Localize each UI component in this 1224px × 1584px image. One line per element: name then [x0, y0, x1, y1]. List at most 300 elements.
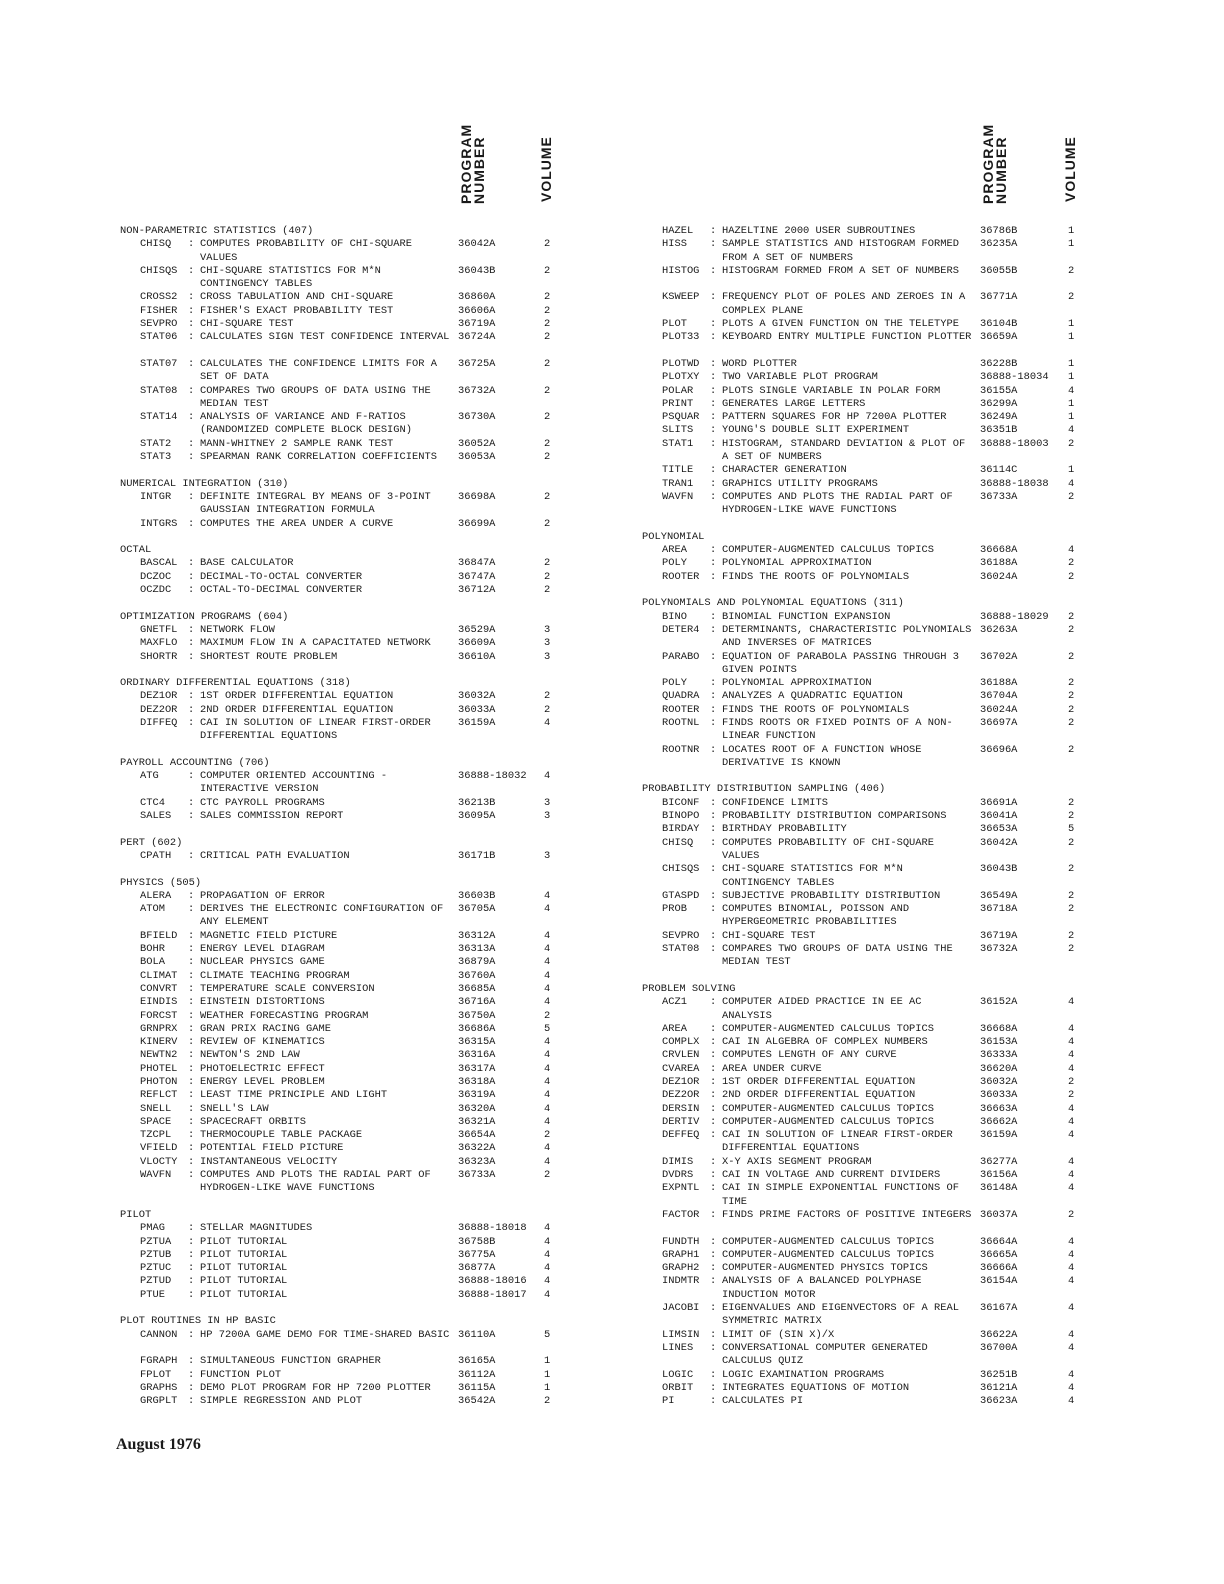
volume-number: 2 — [1068, 610, 1075, 623]
program-code: FORCST — [140, 1009, 178, 1022]
catalog-entry — [120, 930, 560, 943]
separator-colon: : — [188, 1076, 195, 1088]
catalog-entry — [120, 1222, 560, 1235]
program-description: INSTANTANEOUS VELOCITY — [200, 1155, 338, 1168]
catalog-section — [120, 611, 560, 664]
program-description: EINSTEIN DISTORTIONS — [200, 996, 325, 1009]
program-description: DEFINITE INTEGRAL BY MEANS OF 3-POINT GAUSSIAN INTEGRATION FORMULA — [200, 490, 431, 517]
volume-number: 4 — [1068, 1129, 1075, 1142]
program-number: 36888-18029 — [980, 610, 1049, 623]
program-description: COMPARES TWO GROUPS OF DATA USING THE MEDIAN TEST — [200, 384, 431, 410]
catalog-entry — [642, 624, 1082, 651]
volume-number: 2 — [1068, 943, 1075, 956]
program-number: 36860A — [458, 291, 496, 304]
program-code: SPACE — [140, 1115, 172, 1128]
volume-number: 2 — [544, 451, 551, 464]
program-number: 36043B — [458, 264, 496, 277]
program-code: PLOT33 — [662, 331, 700, 344]
program-code: DEZ2OR — [140, 703, 178, 716]
volume-number: 4 — [544, 969, 551, 982]
catalog-entry — [642, 1262, 1082, 1275]
catalog-entry — [642, 1249, 1082, 1262]
separator-colon: : — [710, 1341, 717, 1354]
program-number: 36653A — [980, 823, 1018, 836]
catalog-entry — [120, 624, 560, 637]
volume-number: 4 — [544, 1222, 551, 1235]
volume-number: 2 — [1068, 1089, 1075, 1102]
volume-number: 4 — [544, 1235, 551, 1248]
separator-colon: : — [710, 1395, 717, 1408]
program-code: HISS — [662, 238, 687, 251]
program-code: CTC4 — [140, 796, 165, 809]
program-number: 36110A — [458, 1328, 496, 1341]
program-description: FINDS ROOTS OR FIXED POINTS OF A NON-LINEAR FUNCTION — [722, 716, 953, 743]
catalog-entry — [120, 318, 560, 331]
separator-colon: : — [710, 1275, 717, 1288]
program-number: 36732A — [458, 384, 496, 397]
program-description: DECIMAL-TO-OCTAL CONVERTER — [200, 570, 363, 583]
volume-number: 4 — [544, 1049, 551, 1062]
program-number: 36704A — [980, 690, 1018, 703]
program-description: EIGENVALUES AND EIGENVECTORS OF A REAL SYMMETRIC MATRIX — [722, 1302, 959, 1328]
separator-colon: : — [710, 1235, 717, 1248]
program-description: 1ST ORDER DIFFERENTIAL EQUATION — [722, 1076, 916, 1088]
volume-number: 2 — [544, 411, 551, 424]
volume-number: 4 — [1068, 424, 1075, 437]
volume-number: 1 — [1068, 238, 1075, 251]
volume-number: 4 — [1068, 477, 1075, 490]
separator-colon: : — [188, 238, 195, 251]
program-number: 36718A — [980, 903, 1018, 916]
program-description: NEWTON'S 2ND LAW — [200, 1049, 300, 1062]
catalog-entry — [642, 371, 1082, 384]
catalog-entry — [642, 717, 1082, 744]
catalog-entry — [120, 1129, 560, 1142]
section-title: OPTIMIZATION PROGRAMS (604) — [120, 610, 289, 623]
program-description: SPEARMAN RANK CORRELATION COEFFICIENTS — [200, 451, 437, 464]
program-code: PZTUB — [140, 1248, 172, 1261]
program-description: BASE CALCULATOR — [200, 557, 294, 570]
program-code: ROOTNR — [662, 743, 700, 756]
catalog-entry — [120, 1049, 560, 1062]
catalog-entry — [642, 810, 1082, 823]
section-spacer — [642, 970, 1082, 983]
program-code: KSWEEP — [662, 291, 700, 304]
program-description: THERMOCOUPLE TABLE PACKAGE — [200, 1129, 363, 1142]
volume-number: 4 — [544, 1102, 551, 1115]
volume-number: 4 — [1068, 1262, 1075, 1275]
separator-colon: : — [710, 1381, 717, 1394]
catalog-entry — [120, 305, 560, 318]
program-number: 36686A — [458, 1022, 496, 1035]
program-number: 36622A — [980, 1328, 1018, 1341]
program-description: CHI-SQUARE TEST — [200, 318, 294, 331]
volume-number: 2 — [1068, 863, 1075, 876]
separator-colon: : — [710, 610, 717, 623]
separator-colon: : — [188, 956, 195, 969]
program-code: PTUE — [140, 1288, 165, 1301]
program-number: 36037A — [980, 1208, 1018, 1221]
program-number: 36665A — [980, 1248, 1018, 1261]
program-description: FINDS THE ROOTS OF POLYNOMIALS — [722, 703, 910, 716]
program-code: BOLA — [140, 956, 165, 969]
program-description: CROSS TABULATION AND CHI-SQUARE — [200, 291, 394, 304]
program-number: 36055B — [980, 264, 1018, 277]
catalog-entry — [120, 1063, 560, 1076]
catalog-entry — [642, 491, 1082, 518]
program-code: FPLOT — [140, 1368, 172, 1381]
catalog-entry — [642, 1329, 1082, 1342]
volume-number: 4 — [544, 982, 551, 995]
volume-number: 2 — [544, 1129, 551, 1142]
separator-colon: : — [710, 384, 717, 397]
program-code: PI — [662, 1395, 675, 1408]
catalog-entry — [642, 1156, 1082, 1169]
program-number: 36333A — [980, 1049, 1018, 1062]
program-code: PLOTXY — [662, 371, 700, 384]
program-description: COMPUTES PROBABILITY OF CHI-SQUARE VALUES — [722, 836, 935, 862]
program-number: 36662A — [980, 1115, 1018, 1128]
program-number: 36033A — [458, 703, 496, 716]
separator-colon: : — [188, 1328, 195, 1341]
program-description: COMPUTER-AUGMENTED CALCULUS TOPICS — [722, 1115, 935, 1128]
separator-colon: : — [188, 1089, 195, 1102]
catalog-entry — [642, 823, 1082, 836]
catalog-section — [642, 225, 1082, 518]
program-code: GRAPH1 — [662, 1248, 700, 1261]
section-spacer — [120, 744, 560, 757]
catalog-entry — [642, 571, 1082, 584]
program-number: 36165A — [458, 1355, 496, 1368]
catalog-entry — [642, 930, 1082, 943]
program-number: 36159A — [458, 716, 496, 729]
volume-number: 2 — [1068, 490, 1075, 503]
catalog-entry — [642, 544, 1082, 557]
program-number: 36263A — [980, 623, 1018, 636]
program-number: 36542A — [458, 1395, 496, 1408]
program-code: ORBIT — [662, 1381, 694, 1394]
program-number: 36698A — [458, 490, 496, 503]
program-code: PZTUA — [140, 1235, 172, 1248]
volume-number: 1 — [1068, 411, 1075, 424]
program-code: FACTOR — [662, 1208, 700, 1221]
program-code: BASCAL — [140, 557, 178, 570]
program-number: 36188A — [980, 557, 1018, 570]
catalog-entry — [642, 1036, 1082, 1049]
program-number: 36024A — [980, 570, 1018, 583]
volume-number: 4 — [1068, 1381, 1075, 1394]
program-code: GRAPH2 — [662, 1262, 700, 1275]
volume-number: 4 — [544, 1248, 551, 1261]
program-code: BIRDAY — [662, 823, 700, 836]
program-description: GRAPHICS UTILITY PROGRAMS — [722, 477, 878, 490]
program-description: SIMPLE REGRESSION AND PLOT — [200, 1395, 363, 1408]
separator-colon: : — [710, 1155, 717, 1168]
separator-colon: : — [188, 943, 195, 956]
program-description: KEYBOARD ENTRY MULTIPLE FUNCTION PLOTTER — [722, 331, 972, 344]
separator-colon: : — [188, 411, 195, 424]
separator-colon: : — [710, 1302, 717, 1315]
program-code: BICONF — [662, 796, 700, 809]
catalog-section — [120, 1209, 560, 1302]
volume-number: 2 — [1068, 903, 1075, 916]
separator-colon: : — [188, 637, 195, 650]
separator-colon: : — [710, 889, 717, 902]
separator-colon: : — [710, 996, 717, 1009]
catalog-entry — [120, 1262, 560, 1275]
catalog-entry — [120, 1010, 560, 1023]
separator-colon: : — [710, 623, 717, 636]
program-description: BINOMIAL FUNCTION EXPANSION — [722, 610, 891, 623]
separator-colon: : — [710, 225, 717, 237]
catalog-entry — [120, 1236, 560, 1249]
catalog-entry — [642, 238, 1082, 265]
catalog-entry — [120, 1116, 560, 1129]
separator-colon: : — [188, 1022, 195, 1035]
program-code: SALES — [140, 810, 172, 823]
separator-colon: : — [710, 477, 717, 490]
separator-colon: : — [188, 1381, 195, 1394]
program-number: 36719A — [980, 929, 1018, 942]
program-code: AREA — [662, 544, 687, 557]
volume-number: 4 — [544, 996, 551, 1009]
volume-number: 2 — [1068, 557, 1075, 570]
program-code: STAT3 — [140, 451, 172, 464]
catalog-entry — [642, 1342, 1082, 1369]
program-code: CHISQ — [140, 238, 172, 251]
program-number: 36733A — [458, 1169, 496, 1182]
program-number: 36606A — [458, 304, 496, 317]
section-title: ORDINARY DIFFERENTIAL EQUATIONS (318) — [120, 677, 351, 690]
catalog-entry — [120, 1369, 560, 1382]
program-code: DEFFEQ — [662, 1129, 700, 1142]
separator-colon: : — [188, 690, 195, 703]
separator-colon: : — [188, 1049, 195, 1062]
program-code: NEWTN2 — [140, 1049, 178, 1062]
program-number: 36888-18038 — [980, 477, 1049, 490]
catalog-entry — [642, 265, 1082, 292]
program-description: HAZELTINE 2000 USER SUBROUTINES — [722, 225, 916, 237]
program-description: NUCLEAR PHYSICS GAME — [200, 956, 325, 969]
separator-colon: : — [188, 1102, 195, 1115]
program-code: JACOBI — [662, 1302, 700, 1315]
separator-colon: : — [710, 1115, 717, 1128]
program-code: POLAR — [662, 384, 694, 397]
catalog-section — [120, 757, 560, 823]
program-code: CROSS2 — [140, 291, 178, 304]
separator-colon: : — [710, 1076, 717, 1088]
catalog-entry — [120, 1089, 560, 1102]
catalog-entry — [120, 983, 560, 996]
volume-number: 2 — [544, 557, 551, 570]
catalog-entry — [120, 557, 560, 570]
program-number: 36877A — [458, 1262, 496, 1275]
program-description: COMPUTER AIDED PRACTICE IN EE AC ANALYSIS — [722, 996, 922, 1022]
catalog-entry — [642, 1182, 1082, 1209]
catalog-entry — [642, 424, 1082, 437]
program-description: POTENTIAL FIELD PICTURE — [200, 1142, 344, 1155]
program-code: BFIELD — [140, 929, 178, 942]
program-description: SALES COMMISSION REPORT — [200, 810, 344, 823]
volume-heading: VOLUME — [538, 136, 554, 202]
program-description: PILOT TUTORIAL — [200, 1262, 288, 1275]
catalog-section — [120, 837, 560, 864]
program-description: GENERATES LARGE LETTERS — [722, 397, 866, 410]
catalog-entry — [642, 996, 1082, 1023]
catalog-section — [642, 783, 1082, 969]
program-code: AREA — [662, 1022, 687, 1035]
program-description: DETERMINANTS, CHARACTERISTIC POLYNOMIALS AND INVERSES OF MATRICES — [722, 623, 972, 650]
program-number: 36888-18032 — [458, 770, 527, 783]
program-number: 36716A — [458, 996, 496, 1009]
program-number: 36155A — [980, 384, 1018, 397]
program-number: 36758B — [458, 1235, 496, 1248]
program-number: 36317A — [458, 1062, 496, 1075]
program-description: OCTAL-TO-DECIMAL CONVERTER — [200, 584, 363, 597]
program-number: 36053A — [458, 451, 496, 464]
volume-number: 4 — [544, 716, 551, 729]
program-number: 36320A — [458, 1102, 496, 1115]
catalog-entry — [120, 717, 560, 744]
program-number: 36115A — [458, 1381, 496, 1394]
volume-number: 1 — [1068, 318, 1075, 331]
program-number: 36603B — [458, 889, 496, 902]
program-number: 36760A — [458, 969, 496, 982]
catalog-entry — [120, 291, 560, 304]
separator-colon: : — [710, 437, 717, 450]
catalog-entry — [642, 890, 1082, 903]
program-code: INDMTR — [662, 1275, 700, 1288]
program-code: CPATH — [140, 849, 172, 862]
program-code: DEZ1OR — [662, 1076, 700, 1088]
section-spacer — [120, 464, 560, 477]
program-code: CHISQS — [662, 863, 700, 876]
volume-number: 4 — [544, 1036, 551, 1049]
program-description: ANALYSIS OF VARIANCE AND F-RATIOS (RANDOMIZED COMPLETE BLOCK DESIGN) — [200, 411, 413, 437]
volume-number: 4 — [544, 1115, 551, 1128]
separator-colon: : — [710, 716, 717, 729]
program-number: 36663A — [980, 1102, 1018, 1115]
section-title: PLOT ROUTINES IN HP BASIC — [120, 1315, 276, 1328]
volume-number: 3 — [544, 623, 551, 636]
program-number: 36529A — [458, 623, 496, 636]
separator-colon: : — [188, 969, 195, 982]
program-number: 36725A — [458, 357, 496, 370]
program-description: CHI-SQUARE STATISTICS FOR M*N CONTINGENCY TABLES — [200, 264, 381, 291]
separator-colon: : — [188, 1222, 195, 1235]
program-description: INTEGRATES EQUATIONS OF MOTION — [722, 1381, 910, 1394]
program-number: 36213B — [458, 796, 496, 809]
catalog-entry — [642, 385, 1082, 398]
catalog-entry — [642, 943, 1082, 970]
catalog-entry — [642, 903, 1082, 930]
volume-number: 4 — [544, 1062, 551, 1075]
program-code: LINES — [662, 1341, 694, 1354]
program-code: DIFFEQ — [140, 716, 178, 729]
separator-colon: : — [710, 1022, 717, 1035]
catalog-entry — [642, 225, 1082, 238]
volume-number: 2 — [544, 357, 551, 370]
program-description: LIMIT OF (SIN X)/X — [722, 1328, 835, 1341]
program-description: CONFIDENCE LIMITS — [722, 796, 829, 809]
catalog-section — [120, 677, 560, 743]
program-number: 36152A — [980, 996, 1018, 1009]
volume-number: 3 — [544, 810, 551, 823]
program-description: BIRTHDAY PROBABILITY — [722, 823, 847, 836]
separator-colon: : — [188, 1009, 195, 1022]
volume-number: 1 — [544, 1368, 551, 1381]
program-number-heading: PROGRAM NUMBER — [980, 123, 1009, 204]
separator-colon: : — [710, 331, 717, 344]
program-code: STAT2 — [140, 437, 172, 450]
volume-number: 2 — [1068, 836, 1075, 849]
separator-colon: : — [188, 1235, 195, 1248]
separator-colon: : — [188, 384, 195, 397]
separator-colon: : — [710, 823, 717, 836]
catalog-entry — [120, 1169, 560, 1196]
program-code: CONVRT — [140, 982, 178, 995]
program-number: 36228B — [980, 357, 1018, 370]
program-code: DERTIV — [662, 1115, 700, 1128]
catalog-entry — [120, 903, 560, 930]
program-description: SPACECRAFT ORBITS — [200, 1115, 307, 1128]
program-code: DIMIS — [662, 1155, 694, 1168]
program-description: CTC PAYROLL PROGRAMS — [200, 796, 325, 809]
separator-colon: : — [710, 650, 717, 663]
program-code: STAT1 — [662, 437, 694, 450]
catalog-entry — [120, 1382, 560, 1395]
program-number: 36315A — [458, 1036, 496, 1049]
program-code: CANNON — [140, 1328, 178, 1341]
catalog-entry — [120, 1023, 560, 1036]
program-description: COMPUTER-AUGMENTED PHYSICS TOPICS — [722, 1262, 928, 1275]
section-title: NUMERICAL INTEGRATION (310) — [120, 477, 289, 490]
catalog-entry — [120, 1355, 560, 1368]
program-code: STAT07 — [140, 357, 178, 370]
program-description: SIMULTANEOUS FUNCTION GRAPHER — [200, 1355, 381, 1368]
program-number: 36700A — [980, 1341, 1018, 1354]
catalog-entry — [120, 385, 560, 412]
program-number: 36620A — [980, 1062, 1018, 1075]
program-code: STAT08 — [140, 384, 178, 397]
volume-number: 4 — [1068, 1169, 1075, 1182]
volume-number: 5 — [544, 1328, 551, 1341]
volume-number: 4 — [1068, 384, 1075, 397]
volume-number: 4 — [544, 889, 551, 902]
program-number: 36699A — [458, 517, 496, 530]
program-number: 36156A — [980, 1169, 1018, 1182]
volume-number: 2 — [544, 1169, 551, 1182]
program-description: SNELL'S LAW — [200, 1102, 269, 1115]
section-title: PHYSICS (505) — [120, 876, 202, 889]
program-description: COMPUTER-AUGMENTED CALCULUS TOPICS — [722, 1022, 935, 1035]
program-description: HISTOGRAM FORMED FROM A SET OF NUMBERS — [722, 264, 959, 277]
program-description: LOGIC EXAMINATION PROGRAMS — [722, 1368, 885, 1381]
volume-number: 1 — [1068, 464, 1075, 477]
program-number: 36730A — [458, 411, 496, 424]
program-description: CALCULATES PI — [722, 1395, 804, 1408]
catalog-entry — [120, 1395, 560, 1408]
program-number: 36104B — [980, 318, 1018, 331]
program-number: 36668A — [980, 544, 1018, 557]
separator-colon: : — [188, 490, 195, 503]
catalog-section — [120, 478, 560, 531]
separator-colon: : — [710, 836, 717, 849]
program-number: 36153A — [980, 1036, 1018, 1049]
volume-number: 4 — [1068, 1341, 1075, 1354]
program-code: HAZEL — [662, 225, 694, 237]
catalog-entry — [120, 1275, 560, 1288]
